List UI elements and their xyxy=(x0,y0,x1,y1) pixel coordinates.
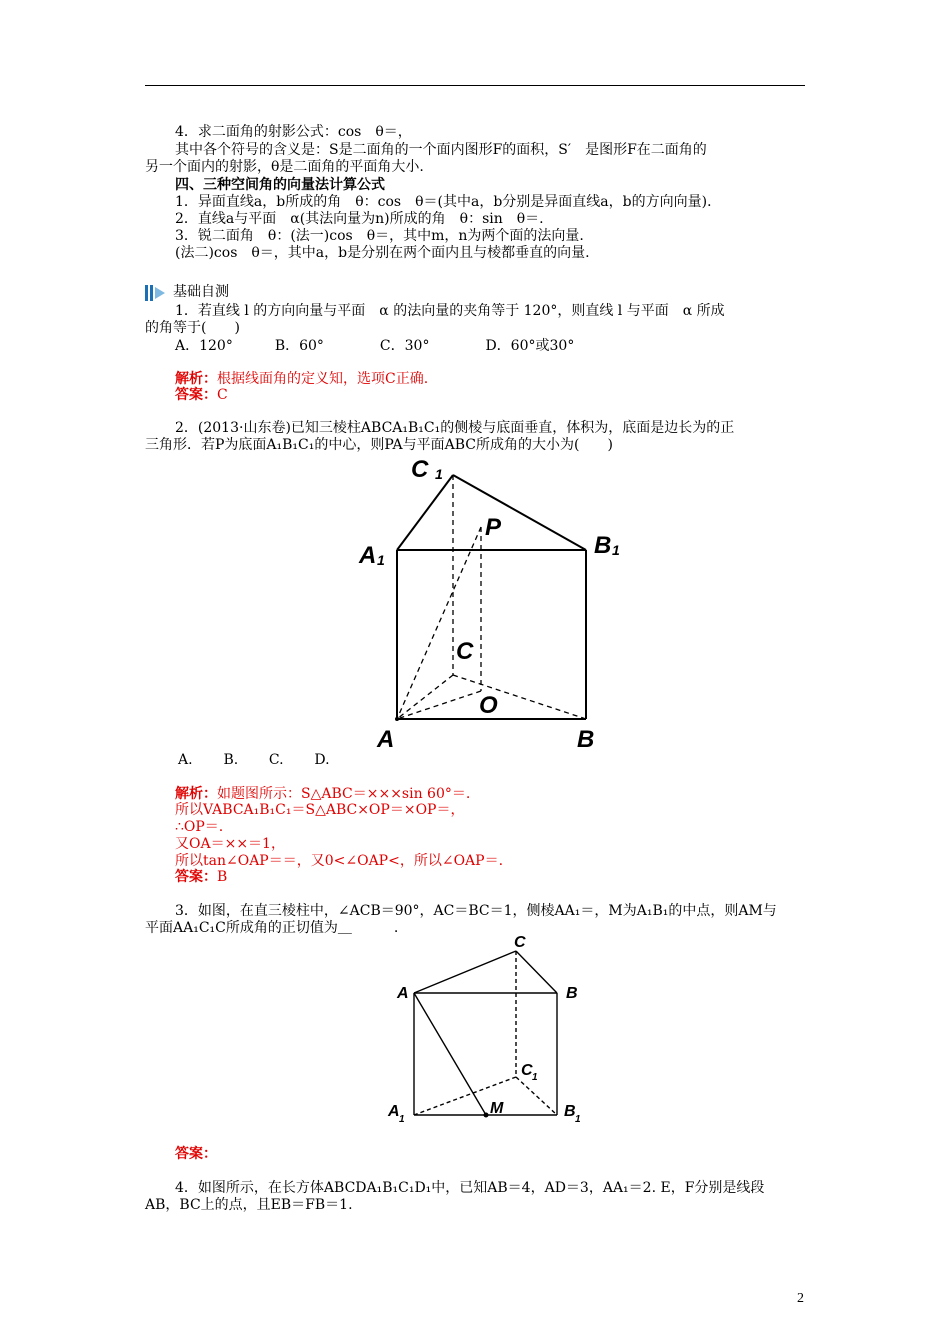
formula-line-plane: 2．直线a与平面 α(其法向量为n)所成的角 θ：sin θ＝. xyxy=(175,211,544,227)
svg-text:1: 1 xyxy=(377,552,385,568)
q2-stem-2: 三角形．若P为底面A₁B₁C₁的中心，则PA与平面ABC所成角的大小为( ) xyxy=(145,437,613,453)
projection-formula: 4．求二面角的射影公式：cos θ＝， xyxy=(175,124,412,140)
label-p: P xyxy=(485,514,502,541)
label-b: B xyxy=(577,726,595,753)
q3-stem-1: 3．如图，在直三棱柱中，∠ACB＝90°，AC＝BC＝1，侧棱AA₁＝，M为A₁B₁的中点，则AM与 xyxy=(175,903,777,919)
svg-text:1: 1 xyxy=(575,1114,581,1125)
label-c1: C xyxy=(521,1062,533,1079)
formula-skew-lines: 1．异面直线a，b所成的角 θ：cos θ＝(其中a，b分别是异面直线a，b的方向向量)． xyxy=(175,194,722,210)
q2-analysis-5: 所以tan∠OAP＝＝，又0<∠OAP<，所以∠OAP＝. xyxy=(175,853,504,869)
q4-stem-2: AB，BC上的点，且EB＝FB＝1. xyxy=(145,1197,353,1213)
symbol-meaning-2: 另一个面内的射影，θ是二面角的平面角大小. xyxy=(145,159,424,175)
label-c: C xyxy=(514,934,526,951)
q3-stem-2: 平面AA₁C₁C所成角的正切值为＿ . xyxy=(145,920,399,936)
page-number: 2 xyxy=(797,1291,804,1306)
header-rule xyxy=(145,85,805,86)
q1-stem-2: 的角等于( ) xyxy=(145,320,240,336)
label-c1: C xyxy=(411,456,429,483)
section-four-title: 四、三种空间角的向量法计算公式 xyxy=(175,177,385,193)
svg-text:1: 1 xyxy=(435,466,443,482)
label-a: A xyxy=(377,726,395,753)
label-b1: B xyxy=(564,1103,576,1120)
q1-answer: 答案：C xyxy=(175,387,228,403)
q2-options: A. B. C. D. xyxy=(178,752,330,768)
q2-analysis-3: ∴OP＝. xyxy=(175,819,224,835)
q2-analysis-2: 所以VABCA₁B₁C₁＝S△ABC×OP＝×OP＝， xyxy=(175,802,465,818)
q3-prism-figure xyxy=(380,930,590,1130)
label-a1: A xyxy=(359,542,377,569)
label-a: A xyxy=(397,985,409,1002)
q2-analysis-4: 又OA＝××＝1， xyxy=(175,836,285,852)
label-m: M xyxy=(490,1100,504,1117)
label-o: O xyxy=(479,692,498,719)
q2-answer: 答案：B xyxy=(175,869,228,885)
svg-text:1: 1 xyxy=(612,542,620,558)
svg-text:1: 1 xyxy=(399,1114,405,1125)
q2-prism-figure xyxy=(355,455,630,755)
section-marker-icon xyxy=(145,285,169,301)
self-test-heading: 基础自测 xyxy=(145,284,229,301)
formula-dihedral-1: 3．锐二面角 θ：(法一)cos θ＝，其中m，n为两个面的法向量. xyxy=(175,228,584,244)
q3-answer: 答案： xyxy=(175,1146,217,1162)
label-b: B xyxy=(566,985,578,1002)
q2-analysis-1: 解析：如题图所示：S△ABC＝×××sin 60°＝. xyxy=(175,786,471,802)
label-c: C xyxy=(456,638,474,665)
formula-dihedral-2: (法二)cos θ＝，其中a，b是分别在两个面内且与棱都垂直的向量. xyxy=(175,245,590,261)
svg-text:1: 1 xyxy=(532,1072,538,1083)
q1-stem-1: 1．若直线 l 的方向向量与平面 α 的法向量的夹角等于 120°，则直线 l 与平面 α 所成 xyxy=(175,303,725,319)
q4-stem-1: 4．如图所示，在长方体ABCDA₁B₁C₁D₁中，已知AB＝4，AD＝3，AA₁＝2. E，F分别是线段 xyxy=(175,1180,765,1196)
q1-analysis: 解析：根据线面角的定义知，选项C正确. xyxy=(175,371,429,387)
q2-stem-1: 2．(2013·山东卷)已知三棱柱ABCA₁B₁C₁的侧棱与底面垂直，体积为，底面是边长为的正 xyxy=(175,420,735,436)
symbol-meaning-1: 其中各个符号的含义是：S是二面角的一个面内图形F的面积，S′ 是图形F在二面角的 xyxy=(175,142,707,158)
q1-options: A．120° B．60° C．30° D．60°或30° xyxy=(175,338,575,354)
label-a1: A xyxy=(388,1103,400,1120)
label-b1: B xyxy=(594,532,612,559)
